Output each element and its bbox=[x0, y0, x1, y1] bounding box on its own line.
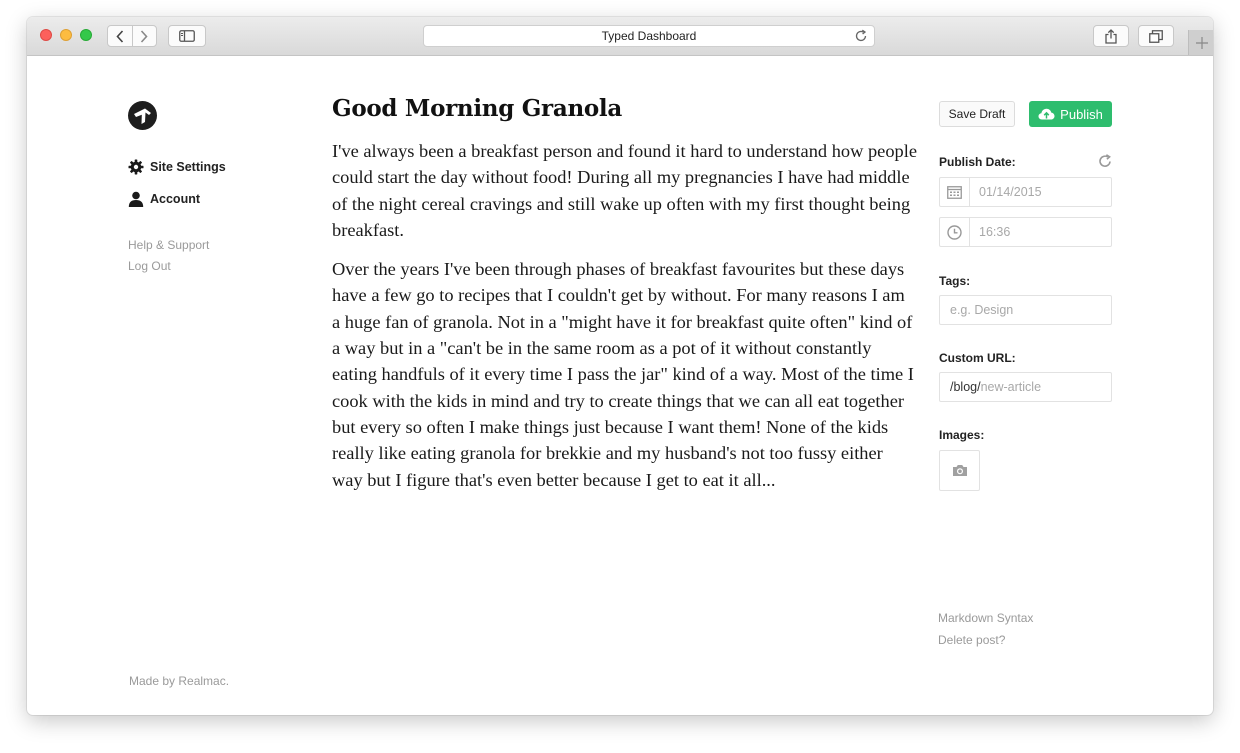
help-support-link[interactable]: Help & Support bbox=[128, 238, 210, 252]
sidebar-item-label: Site Settings bbox=[150, 160, 226, 174]
sidebar-item-label: Account bbox=[150, 192, 200, 206]
time-placeholder: 16:36 bbox=[979, 225, 1011, 239]
typed-logo-icon[interactable] bbox=[128, 101, 157, 130]
address-bar[interactable] bbox=[423, 25, 875, 47]
date-placeholder: 01/14/2015 bbox=[979, 185, 1042, 199]
custom-url-input[interactable] bbox=[939, 372, 1112, 402]
forward-button[interactable] bbox=[132, 26, 157, 46]
url-prefix: /blog/ bbox=[950, 380, 981, 394]
chevron-right-icon bbox=[140, 30, 148, 43]
camera-icon bbox=[952, 464, 968, 477]
minimize-window-button[interactable] bbox=[60, 29, 72, 41]
tabs-icon bbox=[1149, 30, 1163, 43]
clock-icon bbox=[947, 225, 962, 240]
sidebar-item-site-settings[interactable] bbox=[128, 159, 226, 175]
delete-post-link[interactable]: Delete post? bbox=[938, 633, 1006, 647]
title-bar bbox=[27, 17, 1213, 56]
article-editor[interactable] bbox=[332, 94, 917, 506]
share-button[interactable] bbox=[1093, 25, 1129, 47]
publish-time-field[interactable] bbox=[939, 217, 1112, 247]
browser-window bbox=[27, 17, 1213, 715]
user-icon bbox=[128, 191, 144, 207]
tags-label: Tags: bbox=[939, 274, 971, 288]
sidebar-toggle-button[interactable] bbox=[168, 25, 206, 47]
publish-button[interactable] bbox=[1029, 101, 1112, 127]
article-title[interactable]: Good Morning Granola bbox=[332, 95, 622, 122]
page-title: Typed Dashboard bbox=[601, 29, 697, 43]
calendar-icon bbox=[947, 185, 962, 199]
publish-date-label: Publish Date: bbox=[939, 155, 1016, 169]
back-button[interactable] bbox=[108, 26, 132, 46]
images-label: Images: bbox=[939, 428, 985, 442]
publish-label: Publish bbox=[1060, 106, 1103, 122]
zoom-window-button[interactable] bbox=[80, 29, 92, 41]
sidebar-item-account[interactable] bbox=[128, 191, 200, 207]
share-icon bbox=[1105, 29, 1117, 44]
plus-icon bbox=[1196, 37, 1208, 49]
publish-date-field[interactable] bbox=[939, 177, 1112, 207]
time-icon-cell bbox=[940, 218, 970, 246]
article-paragraph[interactable]: I've always been a breakfast person and found it hard to understand how people could start the day without food! During all my pregnancies I have had middle of the night cereal cravings and still wake up often with my first thought being breakfast. bbox=[332, 141, 917, 240]
chevron-left-icon bbox=[116, 30, 124, 43]
save-draft-button[interactable]: Save Draft bbox=[939, 101, 1015, 127]
reload-icon[interactable] bbox=[854, 29, 868, 43]
url-placeholder: new-article bbox=[980, 380, 1042, 394]
sidebar-icon bbox=[179, 30, 195, 42]
log-out-link[interactable]: Log Out bbox=[128, 259, 171, 273]
cloud-upload-icon bbox=[1038, 108, 1055, 120]
made-by-credit[interactable]: Made by Realmac. bbox=[129, 674, 230, 688]
tags-placeholder: e.g. Design bbox=[950, 303, 1014, 317]
custom-url-label: Custom URL: bbox=[939, 351, 1016, 365]
article-paragraph[interactable]: Over the years I've been through phases of breakfast favourites but these days have a few go to recipes that I couldn't get by without. For many reasons I am a huge fan of granola. Not in a "might have it for breakfast quite often" kind of a way but in a "can't be in the same room as a pot of it without constantly eating handfuls of it every time I pass the jar" kind of a way. Most of the time I cook with the kids in mind and try to create things that we can all eat together but every so often I make things just because I want them! None of the kids really like eating granola for brekkie and my husband's not too fussy either way but I figure that's even better because I get to eat it all... bbox=[332, 259, 914, 490]
markdown-syntax-link[interactable]: Markdown Syntax bbox=[938, 611, 1034, 625]
tags-input[interactable] bbox=[939, 295, 1112, 325]
gear-icon bbox=[128, 159, 144, 175]
refresh-icon[interactable] bbox=[1098, 154, 1112, 168]
add-image-button[interactable] bbox=[939, 450, 980, 491]
date-icon-cell bbox=[940, 178, 970, 206]
show-tabs-button[interactable] bbox=[1138, 25, 1174, 47]
history-nav bbox=[107, 25, 157, 47]
close-window-button[interactable] bbox=[40, 29, 52, 41]
new-tab-button[interactable] bbox=[1188, 30, 1213, 55]
dashboard-content bbox=[27, 56, 1213, 715]
